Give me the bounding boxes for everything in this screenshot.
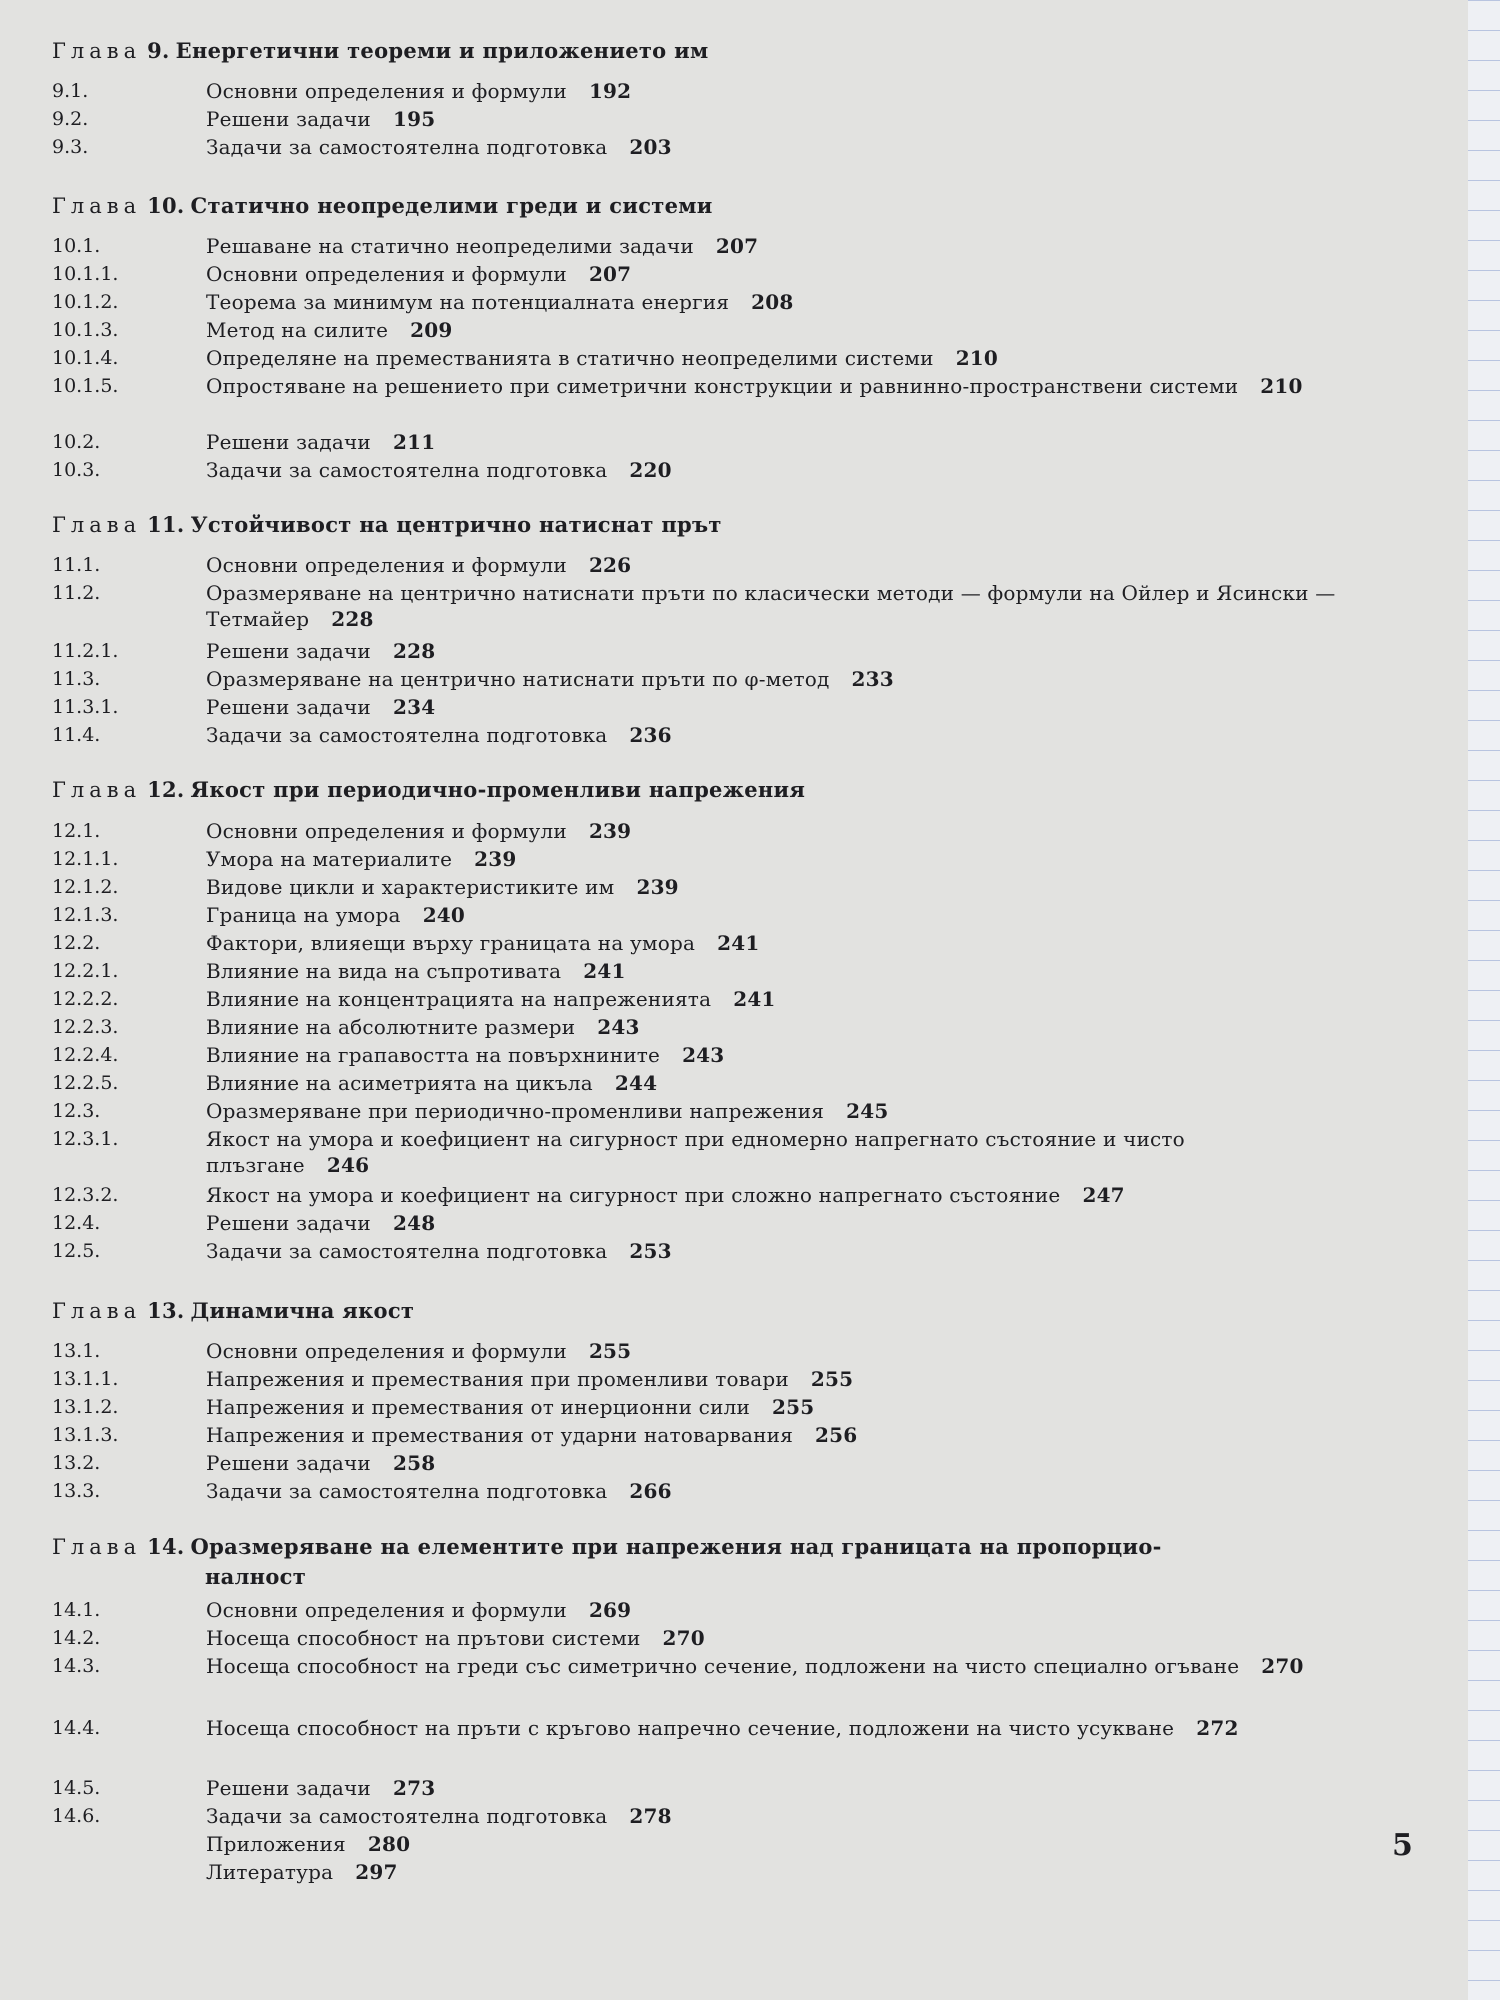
toc-entry[interactable] [52,1715,1342,1741]
toc-entry[interactable] [52,1478,1342,1504]
section-title: Основни определения и формули [206,1598,567,1622]
toc-entry[interactable] [52,429,1342,455]
chapter-number: 13. [147,1298,185,1323]
page-ref: 280 [367,1832,411,1856]
page-ref: 207 [715,234,759,258]
section-title: Граница на умора [206,903,401,927]
page-ref: 269 [588,1598,632,1622]
page-ref: 266 [629,1479,672,1503]
page-ref: 255 [810,1367,854,1391]
page-ref: 240 [422,903,466,927]
section-number: 11.1. [52,554,101,576]
section-number: 10.1.1. [52,263,119,285]
toc-entry[interactable] [52,1831,1342,1857]
section-number: 10.1.5. [52,375,119,397]
section-number: 10.2. [52,431,101,453]
toc-entry[interactable] [52,345,1342,371]
section-title: Решени задачи [206,1776,371,1800]
section-number: 13.2. [52,1452,101,1474]
page-ref: 278 [629,1804,672,1828]
page-ref: 243 [597,1015,640,1039]
page-ref: 243 [682,1043,725,1067]
chapter-title: Оразмеряване на елементите при напрежения над границата на пропорцио- [190,1534,1162,1559]
section-title: Метод на силите [206,318,389,342]
page-ref: 246 [326,1153,370,1177]
section-title: Решени задачи [206,639,371,663]
toc-entry[interactable] [52,930,1342,956]
section-title: Решени задачи [206,430,371,454]
page-ref: 211 [392,430,436,454]
section-number: 11.2. [52,582,101,604]
section-number: 12.2.5. [52,1072,119,1094]
page-number: 5 [1392,1828,1413,1863]
toc-entry[interactable] [52,986,1342,1012]
section-number: 12.1.3. [52,904,119,926]
toc-entry[interactable] [52,846,1342,872]
chapter-title-continuation: налност [205,1564,307,1589]
page-ref: 241 [583,959,626,983]
section-number: 12.1. [52,820,101,842]
section-title: Влияние на грапавостта на повърхнините [206,1043,661,1067]
page-ref: 273 [392,1776,436,1800]
chapter-heading [52,1298,414,1323]
toc-entry[interactable] [52,1859,1342,1885]
section-number: 10.1.2. [52,291,119,313]
toc-entry[interactable] [52,1182,1342,1208]
toc-entry[interactable] [52,818,1342,844]
section-number: 13.1.1. [52,1368,119,1390]
section-title: Напрежения и премествания от ударни натоварвания [206,1423,794,1447]
section-title: Задачи за самостоятелна подготовка [206,723,608,747]
page-ref: 209 [410,318,453,342]
chapter-number: 11. [147,512,185,537]
page-ref: 228 [331,607,374,631]
page-ref: 258 [392,1451,436,1475]
section-number: 13.1.2. [52,1396,119,1418]
section-title: Фактори, влияещи върху границата на умора [206,931,696,955]
chapter-title: Енергетични теореми и приложението им [175,38,709,63]
section-title: Задачи за самостоятелна подготовка [206,1239,608,1263]
toc-entry[interactable] [52,1366,1342,1392]
section-number: 12.3. [52,1100,101,1122]
toc-entry[interactable] [52,78,1342,104]
section-title: Основни определения и формули [206,1339,567,1363]
page-ref: 239 [588,819,632,843]
section-number: 14.3. [52,1655,101,1677]
section-title: Основни определения и формули [206,79,567,103]
toc-entry[interactable] [52,1238,1342,1264]
section-number: 12.1.1. [52,848,119,870]
toc-entry[interactable] [52,902,1342,928]
section-number: 13.1.3. [52,1424,119,1446]
section-title: Напрежения и премествания от инерционни сили [206,1395,751,1419]
section-title: Задачи за самостоятелна подготовка [206,135,608,159]
section-title: Опростяване на решението при симетрични конструкции и равнинно-пространствени системи [206,374,1239,398]
section-number: 14.6. [52,1805,101,1827]
toc-entry[interactable] [52,1597,1342,1623]
page-ref: 207 [588,262,632,286]
toc-entry[interactable] [52,722,1342,748]
chapter-title: Якост при периодично-променливи напрежения [190,777,806,802]
page-ref: 248 [392,1211,436,1235]
section-title: Влияние на вида на съпротивата [206,959,562,983]
chapter-heading [52,1532,1332,1592]
section-number: 11.4. [52,724,101,746]
toc-entry[interactable] [52,261,1342,287]
section-title: Якост на умора и коефициент на сигурност при сложно напрегнато състояние [206,1183,1061,1207]
toc-entry[interactable] [52,106,1342,132]
chapter-title: Статично неопределими греди и системи [190,193,713,218]
chapter-number: 10. [147,193,185,218]
page-ref: 192 [588,79,632,103]
section-number: 9.2. [52,108,89,130]
toc-entry[interactable] [52,1653,1342,1679]
chapter-label: Глава [52,194,142,218]
toc-entry[interactable] [52,1625,1342,1651]
section-title: Решаване на статично неопределими задачи [206,234,694,258]
section-title: Якост на умора и коефициент на сигурност при едномерно напрегнато състояние и чисто плъзгане [206,1127,1185,1177]
page-ref: 210 [1260,374,1303,398]
section-number: 12.3.2. [52,1184,119,1206]
section-title: Напрежения и премествания при променливи товари [206,1367,789,1391]
toc-entry[interactable] [52,874,1342,900]
section-title: Определяне на преместванията в статично неопределими системи [206,346,934,370]
toc-entry[interactable] [52,1126,1342,1178]
toc-entry[interactable] [52,373,1342,399]
section-title: Носеща способност на греди със симетрично сечение, подложени на чисто специално огъване [206,1654,1240,1678]
page-ref: 233 [851,667,894,691]
section-title: Оразмеряване на центрично натиснати пръти по φ-метод [206,667,830,691]
toc-entry[interactable] [52,1210,1342,1236]
section-title: Задачи за самостоятелна подготовка [206,458,608,482]
toc-entry[interactable] [52,958,1342,984]
chapter-number: 9. [147,38,170,63]
section-title: Основни определения и формули [206,819,567,843]
section-number: 12.1.2. [52,876,119,898]
section-number: 12.4. [52,1212,101,1234]
section-number: 10.1.4. [52,347,119,369]
section-number: 12.3.1. [52,1128,119,1150]
chapter-label: Глава [52,1535,142,1559]
section-title: Оразмеряване на центрично натиснати пръти по класически методи — формули на Ойлер и Ясински — Тетмайер [206,581,1336,631]
toc-entry[interactable] [52,317,1342,343]
section-number: 12.2.2. [52,988,119,1010]
section-title: Решени задачи [206,1211,371,1235]
toc-entry[interactable] [52,1775,1342,1801]
chapter-heading [52,193,713,218]
section-title: Решени задачи [206,1451,371,1475]
section-number: 14.1. [52,1599,101,1621]
page-ref: 256 [815,1423,858,1447]
section-title: Задачи за самостоятелна подготовка [206,1804,608,1828]
page-ref: 253 [629,1239,672,1263]
section-title: Основни определения и формули [206,262,567,286]
section-title: Умора на материалите [206,847,453,871]
section-title: Теорема за минимум на потенциалната енергия [206,290,730,314]
section-number: 14.4. [52,1717,101,1739]
page-ref: 244 [614,1071,658,1095]
section-number: 12.5. [52,1240,101,1262]
page-ref: 270 [1261,1654,1304,1678]
page-ref: 226 [588,553,632,577]
chapter-heading [52,38,709,63]
toc-entry[interactable] [52,457,1342,483]
section-number: 13.1. [52,1340,101,1362]
page-ref: 195 [392,107,436,131]
page-ref: 297 [355,1860,398,1884]
section-title: Влияние на асиметрията на цикъла [206,1071,593,1095]
section-title: Литература [206,1860,334,1884]
section-number: 12.2.3. [52,1016,119,1038]
toc-entry[interactable] [52,1070,1342,1096]
chapter-number: 12. [147,777,185,802]
toc-entry[interactable] [52,1042,1342,1068]
page-ref: 272 [1196,1716,1239,1740]
chapter-heading [52,777,805,802]
page-ref: 245 [846,1099,889,1123]
section-number: 10.3. [52,459,101,481]
page-ref: 210 [955,346,999,370]
section-number: 13.3. [52,1480,101,1502]
page-ref: 241 [717,931,760,955]
chapter-title: Динамична якост [190,1298,415,1323]
page-ref: 239 [636,875,679,899]
section-number: 9.3. [52,136,89,158]
section-number: 12.2.1. [52,960,119,982]
toc-entry[interactable] [52,552,1342,578]
page-ref: 234 [392,695,436,719]
chapter-label: Глава [52,39,142,63]
section-number: 12.2.4. [52,1044,119,1066]
chapter-label: Глава [52,778,142,802]
toc-entry[interactable] [52,134,1342,160]
section-title: Задачи за самостоятелна подготовка [206,1479,608,1503]
chapter-label: Глава [52,1299,142,1323]
chapter-label: Глава [52,513,142,537]
toc-entry[interactable] [52,1338,1342,1364]
section-title: Приложения [206,1832,346,1856]
page-ref: 247 [1082,1183,1125,1207]
section-title: Влияние на абсолютните размери [206,1015,576,1039]
toc-entry[interactable] [52,638,1342,664]
page-ref: 270 [662,1626,705,1650]
chapter-title: Устойчивост на центрично натиснат прът [190,512,722,537]
section-number: 11.3. [52,668,101,690]
graph-paper-edge [1468,0,1500,2000]
section-number: 11.3.1. [52,696,119,718]
toc-entry[interactable] [52,1450,1342,1476]
page-ref: 255 [772,1395,815,1419]
section-title: Видове цикли и характеристиките им [206,875,615,899]
section-title: Влияние на концентрацията на напреженията [206,987,712,1011]
toc-entry[interactable] [52,1098,1342,1124]
toc-entry[interactable] [52,580,1342,632]
section-title: Носеща способност на прътови системи [206,1626,641,1650]
section-number: 12.2. [52,932,101,954]
section-number: 11.2.1. [52,640,119,662]
toc-entry[interactable] [52,233,1342,259]
section-number: 10.1. [52,235,101,257]
page-ref: 239 [474,847,517,871]
toc-entry[interactable] [52,1014,1342,1040]
toc-entry[interactable] [52,666,1342,692]
page-ref: 220 [629,458,672,482]
section-number: 14.2. [52,1627,101,1649]
section-title: Основни определения и формули [206,553,567,577]
toc-entry[interactable] [52,1422,1342,1448]
toc-entry[interactable] [52,289,1342,315]
page-ref: 236 [629,723,672,747]
section-title: Решени задачи [206,107,371,131]
page-ref: 203 [629,135,672,159]
page-ref: 255 [588,1339,632,1363]
section-number: 10.1.3. [52,319,119,341]
chapter-number: 14. [147,1534,185,1559]
section-number: 14.5. [52,1777,101,1799]
section-title: Носеща способност на пръти с кръгово напречно сечение, подложени на чисто усукване [206,1716,1175,1740]
page-ref: 208 [751,290,794,314]
page-ref: 241 [733,987,776,1011]
toc-entry[interactable] [52,1394,1342,1420]
page-ref: 228 [392,639,436,663]
chapter-heading [52,512,722,537]
section-title: Оразмеряване при периодично-променливи напрежения [206,1099,825,1123]
toc-entry[interactable] [52,694,1342,720]
toc-entry[interactable] [52,1803,1342,1829]
section-number: 9.1. [52,80,89,102]
section-title: Решени задачи [206,695,371,719]
